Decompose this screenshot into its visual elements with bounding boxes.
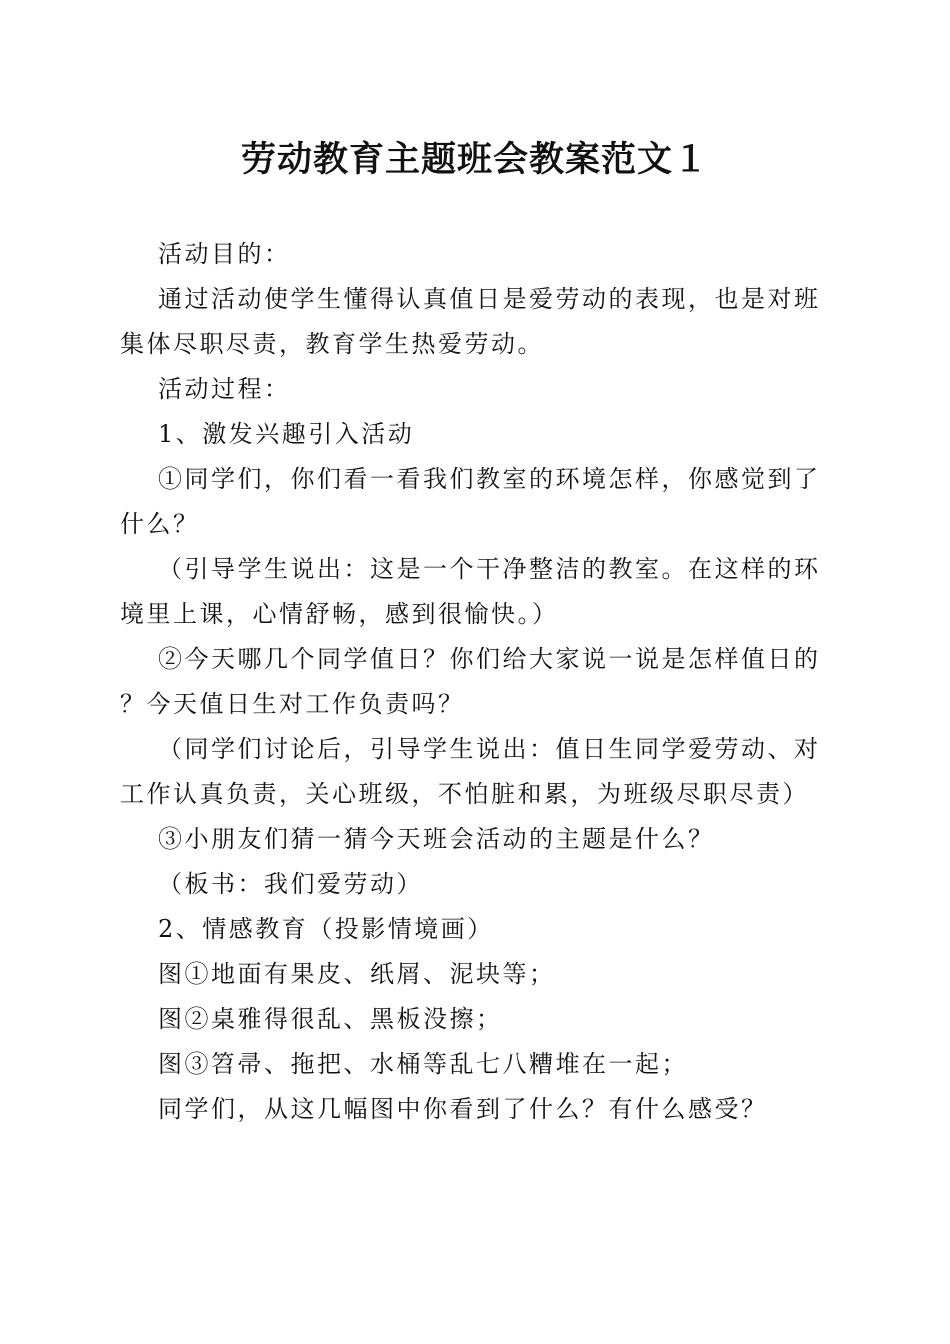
paragraph-picture-3: 图③笤帚、拖把、水桶等乱七八糟堆在一起；: [158, 1050, 688, 1078]
paragraph-step-1-heading: 1、激发兴趣引入活动: [158, 420, 415, 448]
paragraph-picture-2: 图②桌雅得很乱、黑板没擦；: [158, 1005, 503, 1033]
paragraph-guidance-1: （引导学生说出：这是一个干净整洁的教室。在这样的环境里上课，心情舒畅，感到很愉快。）: [120, 555, 821, 628]
document-body: [120, 232, 826, 1132]
paragraph-purpose-text: 通过活动使学生懂得认真值日是爱劳动的表现，也是对班集体尽职尽责，教育学生热爱劳动。: [120, 285, 821, 358]
paragraph-blackboard-note: （板书：我们爱劳动）: [158, 870, 423, 898]
paragraph-closing-question: 同学们，从这几幅图中你看到了什么？有什么感受？: [158, 1095, 768, 1123]
paragraph-purpose-heading: 活动目的：: [158, 240, 291, 268]
paragraph-process-heading: 活动过程：: [158, 375, 291, 403]
paragraph-question-1: ①同学们，你们看一看我们教室的环境怎样，你感觉到了什么？: [120, 465, 821, 538]
document-title: 劳动教育主题班会教案范文１: [240, 139, 709, 180]
paragraph-step-2-heading: 2、情感教育（投影情境画）: [158, 915, 494, 943]
paragraph-question-2: ②今天哪几个同学值日？你们给大家说一说是怎样值日的？今天值日生对工作负责吗？: [120, 645, 821, 718]
paragraph-question-3: ③小朋友们猜一猜今天班会活动的主题是什么？: [158, 825, 715, 853]
paragraph-picture-1: 图①地面有果皮、纸屑、泥块等；: [158, 960, 556, 988]
paragraph-guidance-2: （同学们讨论后，引导学生说出：值日生同学爱劳动、对工作认真负责，关心班级，不怕脏和累，为班级尽职尽责）: [120, 735, 821, 808]
